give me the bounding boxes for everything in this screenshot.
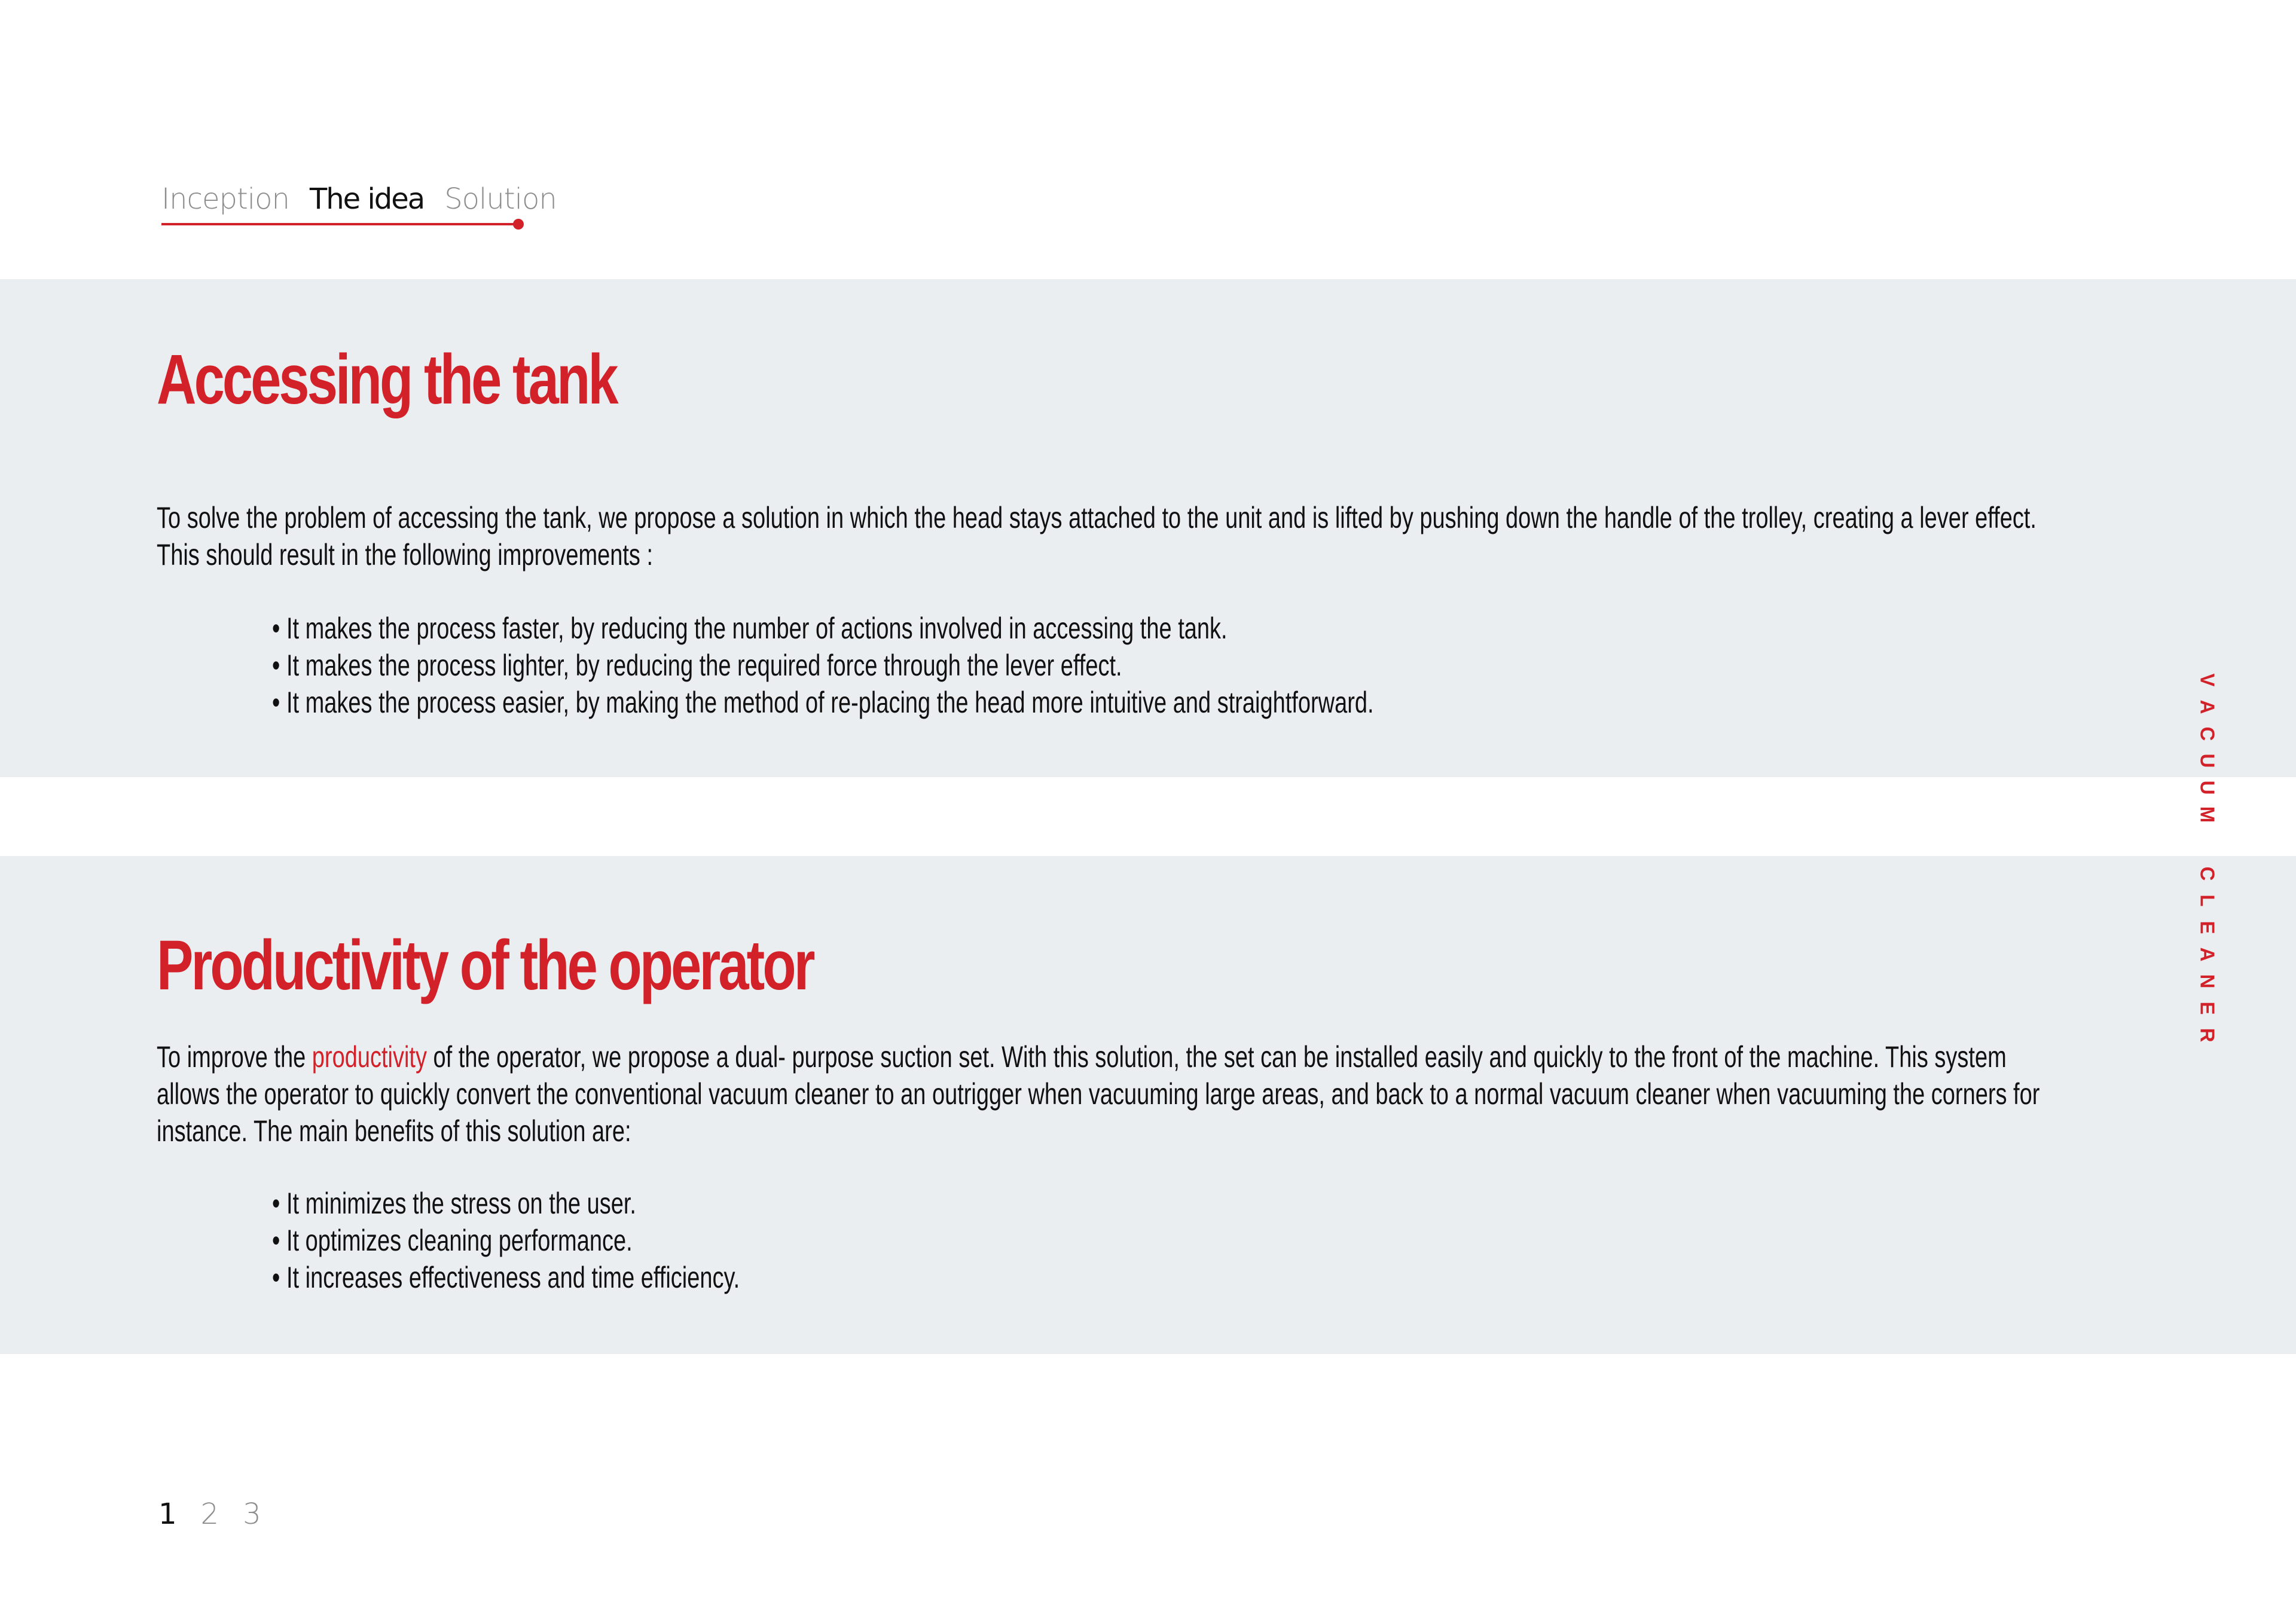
- nav-item-the-idea[interactable]: The idea: [309, 182, 425, 216]
- section-accessing-tank: [0, 279, 2296, 777]
- list-item: • It makes the process lighter, by reducing the required force through the lever effect.: [272, 647, 1374, 684]
- benefit-list: [272, 1185, 740, 1296]
- side-label-letter: A: [2196, 947, 2219, 962]
- side-label-letter: U: [2196, 753, 2219, 768]
- section-nav: [161, 182, 577, 216]
- side-label-letter: C: [2196, 726, 2219, 741]
- side-label-letter: M: [2196, 806, 2219, 823]
- page-3-link[interactable]: 3: [243, 1497, 261, 1531]
- side-label-letter: V: [2196, 673, 2219, 687]
- list-item: • It minimizes the stress on the user.: [272, 1185, 740, 1222]
- section-paragraph: To solve the problem of accessing the tank, we propose a solution in which the head stays attached to the unit and is lifted by pushing down the handle of the trolley, creating a lever effect. This should result in the following improvements :: [157, 501, 2037, 571]
- nav-item-solution[interactable]: Solution: [444, 182, 557, 216]
- side-label-letter: R: [2196, 1028, 2219, 1043]
- list-item: • It makes the process faster, by reducing the number of actions involved in accessing the tank.: [272, 610, 1374, 647]
- nav-item-inception[interactable]: Inception: [161, 182, 289, 216]
- pagination: [158, 1497, 285, 1531]
- highlight-term: productivity: [312, 1040, 427, 1074]
- section-productivity: [0, 856, 2296, 1354]
- nav-progress-dot: [513, 219, 524, 230]
- side-label-vacuum-cleaner: [2196, 667, 2219, 1049]
- section-heading: Productivity of the operator: [157, 926, 813, 1005]
- list-item: • It makes the process easier, by making the method of re-placing the head more intuitive and straightforward.: [272, 684, 1374, 721]
- side-label-letter: A: [2196, 699, 2219, 714]
- page-2-link[interactable]: 2: [200, 1497, 219, 1531]
- side-label-letter: N: [2196, 974, 2219, 989]
- list-item: • It increases effectiveness and time efficiency.: [272, 1259, 740, 1296]
- side-label-letter: C: [2196, 866, 2219, 881]
- side-label-letter: E: [2196, 921, 2219, 934]
- nav-progress-line: [161, 223, 519, 225]
- paragraph-text: of the operator, we propose a dual- purpose suction set. With this solution, the set can be installed easily and quickly to the front of the machine. This system allows the operator to quickly convert the conventional vacuum cleaner to an outrigger when vacuuming large areas, and back to a normal vacuum cleaner when vacuuming the corners for instance. The main benefits of this solution are:: [157, 1040, 2040, 1148]
- benefit-list: [272, 610, 1374, 721]
- side-label-letter: L: [2196, 894, 2219, 907]
- list-item: • It optimizes cleaning performance.: [272, 1222, 740, 1259]
- section-paragraph: [157, 1038, 2065, 1150]
- side-label-letter: E: [2196, 1001, 2219, 1015]
- side-label-letter: U: [2196, 780, 2219, 795]
- page-1-link[interactable]: 1: [158, 1497, 177, 1531]
- section-heading: Accessing the tank: [157, 340, 616, 419]
- paragraph-text: To improve the: [157, 1040, 312, 1074]
